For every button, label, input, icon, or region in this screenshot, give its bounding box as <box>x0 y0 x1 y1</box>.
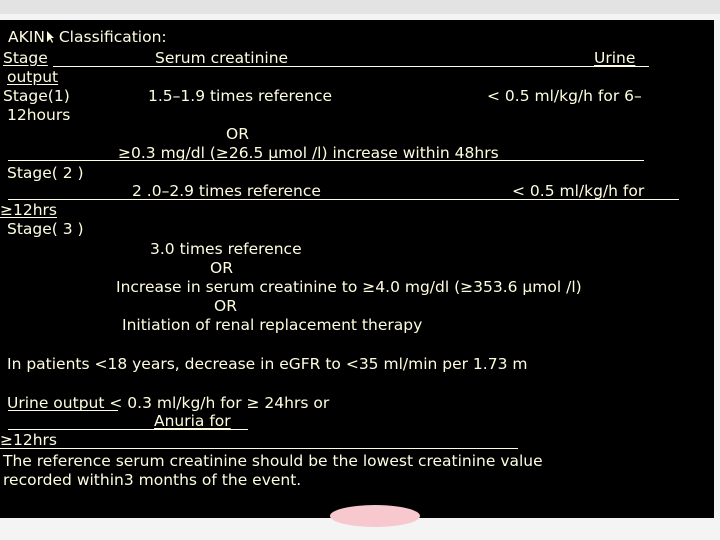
header-underline <box>53 66 649 67</box>
note-line-1: The reference serum creatinine should be the lowest creatinine value <box>3 452 543 470</box>
stage2-underline <box>8 199 679 200</box>
header-stage: Stage <box>3 49 48 67</box>
anuria-cont: ≥12hrs <box>0 431 57 449</box>
heading-prefix: AKIN <box>8 28 45 46</box>
text-cursor-icon <box>46 31 54 43</box>
anuria-cont-underline <box>0 448 518 449</box>
stage1-label: Stage(1) <box>3 87 70 105</box>
stage3-or-2: OR <box>214 297 237 315</box>
decorative-blob <box>330 505 420 527</box>
top-accent-bar <box>0 0 720 14</box>
stage1-or: OR <box>226 125 249 143</box>
stage1-urine: < 0.5 ml/kg/h for 6– <box>487 87 642 105</box>
stage3-increase: Increase in serum creatinine to ≥4.0 mg/dl (≥353.6 μmol /l) <box>116 278 582 296</box>
slide-panel <box>0 20 714 518</box>
slide-heading <box>8 28 167 46</box>
stage1-underline <box>8 160 644 161</box>
anuria-label: Anuria for <box>154 412 231 430</box>
header-urine: Urine <box>594 49 636 67</box>
stage1-serum: 1.5–1.9 times reference <box>148 87 333 105</box>
stage2-serum: 2 .0–2.9 times reference <box>132 182 321 200</box>
stage2-urine: < 0.5 ml/kg/h for <box>512 182 645 200</box>
stage1-alt-criterion: ≥0.3 mg/dl (≥26.5 μmol /l) increase within 48hrs <box>118 144 499 162</box>
header-serum-creatinine: Serum creatinine <box>155 49 289 67</box>
stage2-urine-cont: ≥12hrs <box>0 201 57 219</box>
urine-output-criterion: Urine output < 0.3 ml/kg/h for ≥ 24hrs or <box>7 394 330 412</box>
stage3-or-1: OR <box>210 259 233 277</box>
stage3-rrt: Initiation of renal replacement therapy <box>122 316 423 334</box>
stage2-label: Stage( 2 ) <box>7 164 84 182</box>
stage3-serum: 3.0 times reference <box>150 240 302 258</box>
heading-suffix: Classification: <box>53 28 167 46</box>
anuria-underline <box>8 429 248 430</box>
header-output: output <box>7 68 59 86</box>
pediatric-criterion: In patients <18 years, decrease in eGFR to <35 ml/min per 1.73 m <box>7 355 528 373</box>
urine-underline-left <box>8 410 118 411</box>
stage3-label: Stage( 3 ) <box>7 220 84 238</box>
note-line-2: recorded within3 months of the event. <box>3 471 302 489</box>
stage1-urine-cont: 12hours <box>7 106 71 124</box>
